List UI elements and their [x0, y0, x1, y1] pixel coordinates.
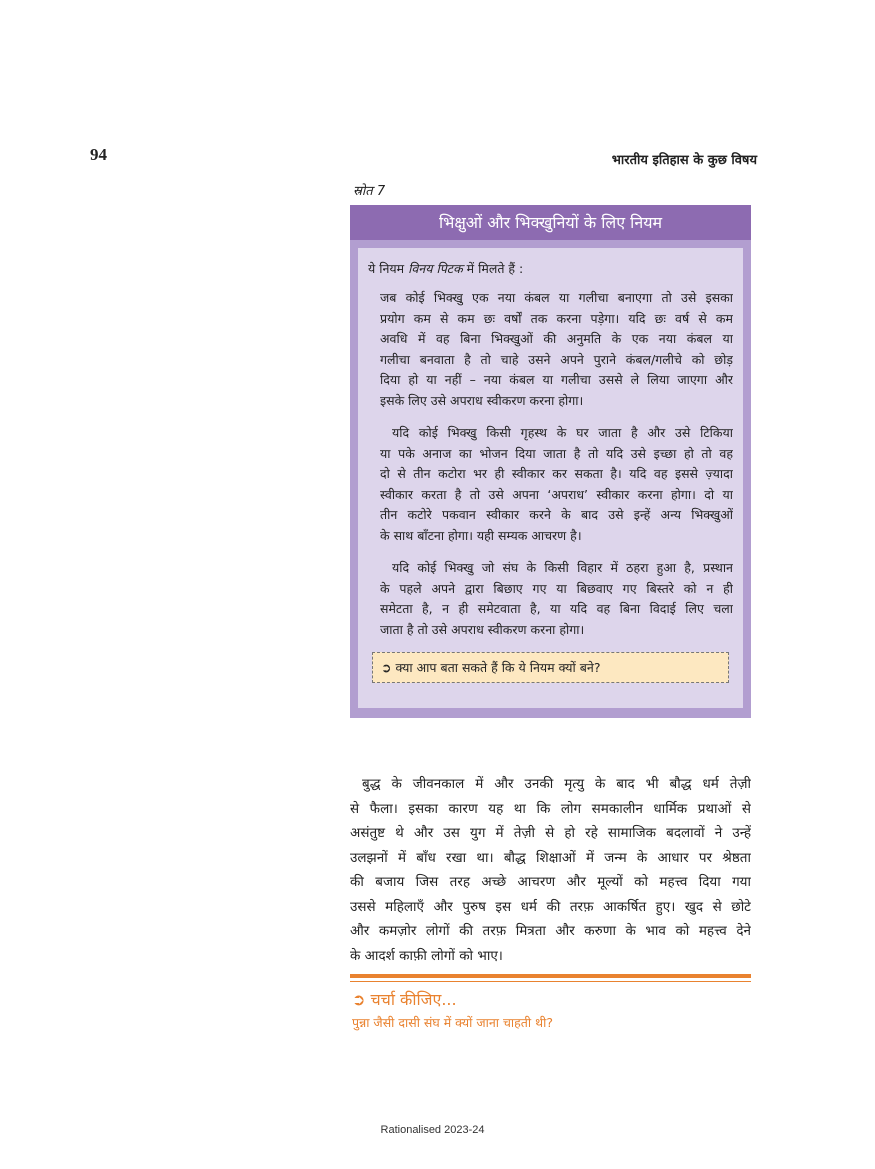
source-paragraph	[380, 288, 733, 411]
text-line: के आदर्श काफ़ी लोगों को भाए।	[350, 947, 503, 964]
footer: Rationalised 2023-24	[380, 1124, 485, 1136]
text-line: और कमज़ोर लोगों की तरफ़ मित्रता और करुणा के भाव को महत्त्व देने	[350, 923, 751, 939]
source-paragraph	[380, 423, 733, 546]
text-line: यदि कोई भिक्खु जो संघ के किसी विहार में ठहरा हुआ है, प्रस्थान	[392, 560, 733, 575]
text-line: यदि कोई भिक्खु किसी गृहस्थ के घर जाता है और उसे टिकिया	[392, 425, 733, 440]
text-line: इसके लिए उसे अपराध स्वीकरण करना होगा।	[380, 392, 584, 408]
text-line: स्वीकार करता है तो उसे अपना ‘अपराध’ स्वीकार करना होगा। दो या	[380, 486, 733, 502]
text-line: या पके अनाज का भोजन दिया जाता है तो यदि उसे इच्छा हो तो वह	[380, 445, 733, 461]
source-box	[350, 205, 751, 718]
question-box	[372, 652, 729, 683]
text-line: उलझनों में बाँध रखा था। बौद्ध शिक्षाओं में जन्म के आधार पर श्रेष्ठता	[350, 849, 751, 866]
text-line: जाता है तो उसे अपराध स्वीकरण करना होगा।	[380, 621, 585, 637]
text-line: दो से तीन कटोरा भर ही स्वीकार कर सकता है। यदि वह इससे ज़्यादा	[380, 466, 733, 481]
discussion-heading	[352, 988, 457, 1010]
intro-book-title: विनय पिटक	[408, 261, 463, 276]
page-number: 94	[90, 145, 107, 164]
text-line: प्रयोग कम से कम छः वर्षों तक करना पड़ेगा। यदि छः वर्ष से कम	[380, 310, 733, 326]
intro-text: ये नियम	[368, 261, 409, 276]
source-box-title: भिक्षुओं और भिक्खुनियों के लिए नियम	[350, 205, 751, 240]
text-line: अवधि में वह बिना भिक्खुओं की अनुमति के एक नया कंबल या	[380, 331, 733, 346]
divider-thin	[350, 981, 751, 982]
source-paragraphs	[368, 288, 733, 640]
text-line: उससे महिलाएँ और पुरुष इस धर्म की तरफ़ आकर्षित हुए। खुद से छोटे	[350, 898, 751, 915]
discussion-question: पुन्ना जैसी दासी संघ में क्यों जाना चाहती थी?	[352, 1015, 553, 1030]
source-intro	[368, 258, 733, 280]
arrow-icon: ➲	[381, 660, 392, 675]
text-line: गलीचा बनवाता है तो चाहे उसने अपने पुराने कंबल/गलीचे को छोड़	[380, 351, 733, 367]
main-paragraph	[350, 772, 751, 968]
text-line: जब कोई भिक्खु एक नया कंबल या गलीचा बनाएगा तो उसे इसका	[380, 290, 733, 305]
question-text: क्या आप बता सकते हैं कि ये नियम क्यों बने?	[395, 660, 601, 675]
arrow-icon: ➲	[352, 990, 366, 1009]
text-line: के साथ बाँटना होगा। यही सम्यक आचरण है।	[380, 527, 582, 543]
text-line: असंतुष्ट थे और उस युग में तेज़ी से हो रहे सामाजिक बदलावों ने उन्हें	[350, 825, 751, 841]
text-line: दिया हो या नहीं – नया कंबल या गलीचा उससे ले लिया जाएगा और	[380, 372, 733, 387]
text-line: की बजाय जिस तरह अच्छे आचरण और मूल्यों को महत्त्व दिया गया	[350, 874, 751, 890]
source-label: स्रोत 7	[353, 184, 386, 199]
text-line: तीन कटोरे पकवान स्वीकार करने के बाद उसे इन्हें अन्य भिक्खुओं	[380, 507, 733, 522]
text-line: बुद्ध के जीवनकाल में और उनकी मृत्यु के बाद भी बौद्ध धर्म तेज़ी	[362, 776, 751, 792]
intro-text-end: में मिलते हैं :	[462, 261, 524, 276]
text-line: से फैला। इसका कारण यह था कि लोग समकालीन धार्मिक प्रथाओं से	[350, 800, 751, 817]
running-header: भारतीय इतिहास के कुछ विषय	[611, 153, 757, 168]
text-line: के पहले अपने द्वारा बिछाए गए या बिछवाए गए बिस्तरे को न ही	[380, 580, 733, 596]
source-box-content	[358, 248, 743, 708]
source-paragraph	[380, 558, 733, 640]
text-line: समेटता है, न ही समेटवाता है, या यदि वह बिना विदाई लिए चला	[380, 601, 733, 616]
discussion-heading-text: चर्चा कीजिए...	[370, 990, 457, 1009]
divider-thick	[350, 974, 751, 978]
